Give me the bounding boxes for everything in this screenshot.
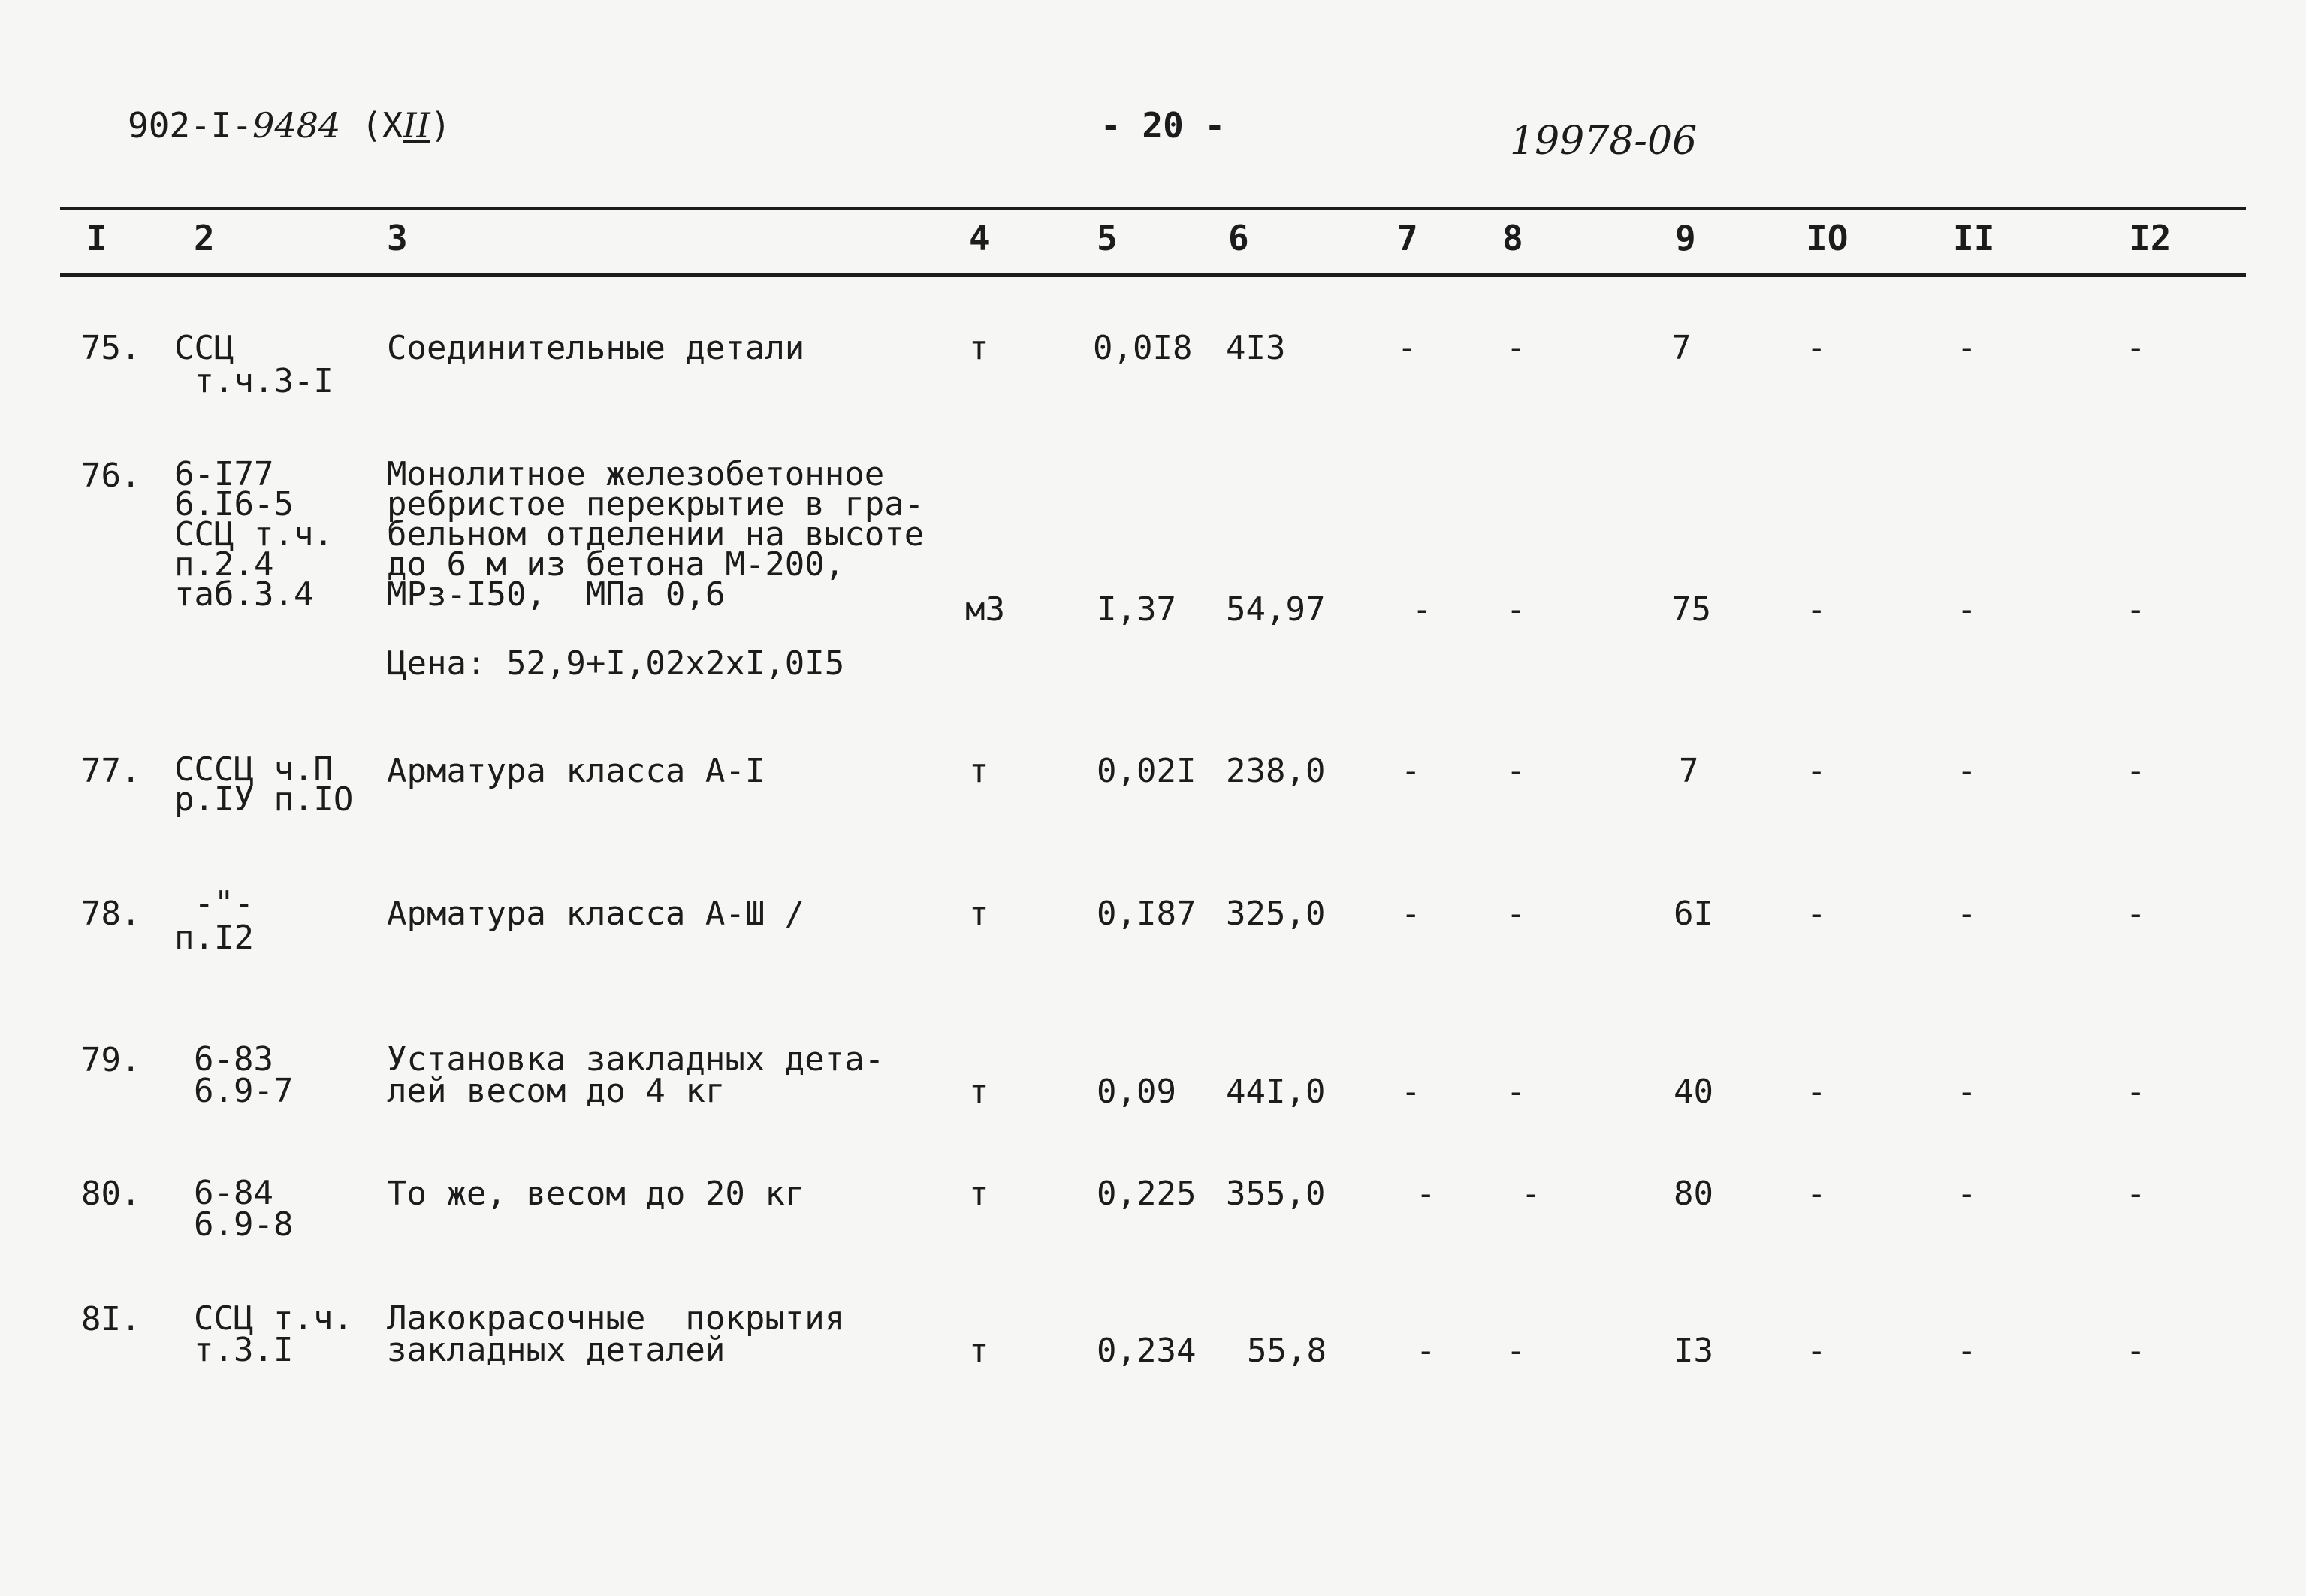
row-col7: -: [1401, 1073, 1421, 1111]
column-header-11: II: [1953, 218, 1995, 258]
row-col9: 80: [1674, 1175, 1713, 1213]
row-col9: 7: [1671, 329, 1692, 367]
row-col12: -: [2126, 752, 2146, 790]
row-basis: 6-84 6.9-8: [194, 1174, 294, 1244]
column-header-12: I2: [2129, 218, 2172, 258]
column-header-9: 9: [1675, 218, 1696, 258]
row-unit: т: [969, 1332, 989, 1370]
row-price: 238,0: [1226, 752, 1326, 790]
column-header-1: I: [86, 218, 107, 258]
row-col10: -: [1806, 1073, 1827, 1111]
row-name: Установка закладных дета- лей весом до 4 кг: [387, 1040, 885, 1110]
document-code: [128, 105, 451, 146]
row-name: Арматура класса А-I: [387, 752, 765, 790]
row-col11: -: [1957, 1332, 1977, 1370]
row-basis: -"- п.I2: [174, 884, 254, 957]
row-price: 44I,0: [1226, 1073, 1326, 1111]
column-header-3: 3: [387, 218, 408, 258]
row-name: Лакокрасочные покрытия закладных деталей: [387, 1299, 845, 1369]
row-col8: -: [1506, 590, 1526, 629]
row-number: 77.: [81, 752, 141, 790]
row-name: Арматура класса А-Ш /: [387, 895, 805, 933]
code-suffix: (X: [361, 105, 403, 146]
row-col11: -: [1957, 1073, 1977, 1111]
row-col9: 7: [1679, 752, 1699, 790]
row-col12: -: [2126, 1332, 2146, 1370]
row-col8: -: [1506, 1073, 1526, 1111]
row-price: 54,97: [1226, 590, 1326, 629]
row-col7: -: [1401, 752, 1421, 790]
row-col10: -: [1806, 895, 1827, 933]
row-col11: -: [1957, 1175, 1977, 1213]
document-number: 19978-06: [1510, 119, 1698, 164]
column-header-5: 5: [1097, 218, 1118, 258]
row-col7: -: [1401, 895, 1421, 933]
row-quantity: 0,234: [1097, 1332, 1197, 1370]
row-price: 355,0: [1226, 1175, 1326, 1213]
row-col8: -: [1521, 1175, 1541, 1213]
row-unit: т: [969, 1073, 989, 1111]
row-col8: -: [1506, 1332, 1526, 1370]
row-col10: -: [1806, 752, 1827, 790]
row-col11: -: [1957, 752, 1977, 790]
row-col10: -: [1806, 1175, 1827, 1213]
row-note: Цена: 52,9+I,02х2хI,0I5: [387, 644, 845, 683]
row-number: 76.: [81, 457, 141, 495]
row-col8: -: [1506, 752, 1526, 790]
row-name: Соединительные детали: [387, 329, 805, 367]
column-header-4: 4: [969, 218, 990, 258]
row-col9: 40: [1674, 1073, 1713, 1111]
code-prefix: 902-I-: [128, 105, 253, 146]
row-col8: -: [1506, 329, 1526, 367]
row-unit: т: [969, 329, 989, 367]
row-number: 8I.: [81, 1300, 141, 1338]
row-col10: -: [1806, 329, 1827, 367]
code-handwritten: 9484: [252, 105, 341, 146]
row-col9: 75: [1671, 590, 1711, 629]
row-col12: -: [2126, 895, 2146, 933]
header-rule-bottom: [60, 273, 2246, 277]
row-col11: -: [1957, 895, 1977, 933]
header-rule-top: [60, 207, 2246, 210]
row-name: Монолитное железобетонное ребристое перекрытие в гра- бельном отделении на высоте до 6 м из бетона М-200, МРз-I50, МПа 0,6: [387, 455, 925, 614]
row-quantity: 0,I87: [1097, 895, 1197, 933]
row-col12: -: [2126, 1073, 2146, 1111]
column-header-7: 7: [1397, 218, 1418, 258]
row-unit: т: [969, 752, 989, 790]
row-quantity: 0,0I8: [1093, 329, 1193, 367]
row-price: 325,0: [1226, 895, 1326, 933]
row-col7: -: [1416, 1175, 1436, 1213]
row-unit: т: [969, 895, 989, 933]
code-close: ): [430, 105, 451, 146]
row-col12: -: [2126, 590, 2146, 629]
row-col7: -: [1412, 590, 1432, 629]
row-quantity: 0,02I: [1097, 752, 1197, 790]
row-name: То же, весом до 20 кг: [387, 1175, 805, 1213]
row-col7: -: [1397, 329, 1417, 367]
row-basis: ССЦ т.ч.3-I: [174, 329, 334, 400]
code-roman: II: [403, 105, 430, 146]
row-price: 55,8: [1247, 1332, 1327, 1370]
row-col9: I3: [1674, 1332, 1713, 1370]
row-col11: -: [1957, 590, 1977, 629]
column-header-6: 6: [1228, 218, 1249, 258]
row-basis: 6-83 6.9-7: [194, 1040, 294, 1110]
row-unit: м3: [965, 590, 1005, 629]
row-col8: -: [1506, 895, 1526, 933]
row-quantity: I,37: [1097, 590, 1176, 629]
column-header-10: IO: [1806, 218, 1849, 258]
column-header-8: 8: [1502, 218, 1523, 258]
row-basis: СССЦ ч.П р.IУ п.IO: [174, 750, 354, 819]
row-quantity: 0,225: [1097, 1175, 1197, 1213]
row-col7: -: [1416, 1332, 1436, 1370]
row-col9: 6I: [1674, 895, 1713, 933]
row-col12: -: [2126, 329, 2146, 367]
page-number: - 20 -: [1100, 105, 1226, 146]
row-basis: ССЦ т.ч. т.3.I: [194, 1299, 353, 1369]
row-unit: т: [969, 1175, 989, 1213]
row-price: 4I3: [1226, 329, 1286, 367]
row-number: 79.: [81, 1041, 141, 1079]
row-quantity: 0,09: [1097, 1073, 1176, 1111]
row-col10: -: [1806, 1332, 1827, 1370]
row-col11: -: [1957, 329, 1977, 367]
row-number: 75.: [81, 329, 141, 367]
row-number: 80.: [81, 1175, 141, 1213]
row-number: 78.: [81, 895, 141, 933]
row-basis: 6-I77 6.I6-5 ССЦ т.ч. п.2.4 таб.3.4: [174, 455, 334, 614]
row-col10: -: [1806, 590, 1827, 629]
column-header-2: 2: [194, 218, 215, 258]
row-col12: -: [2126, 1175, 2146, 1213]
